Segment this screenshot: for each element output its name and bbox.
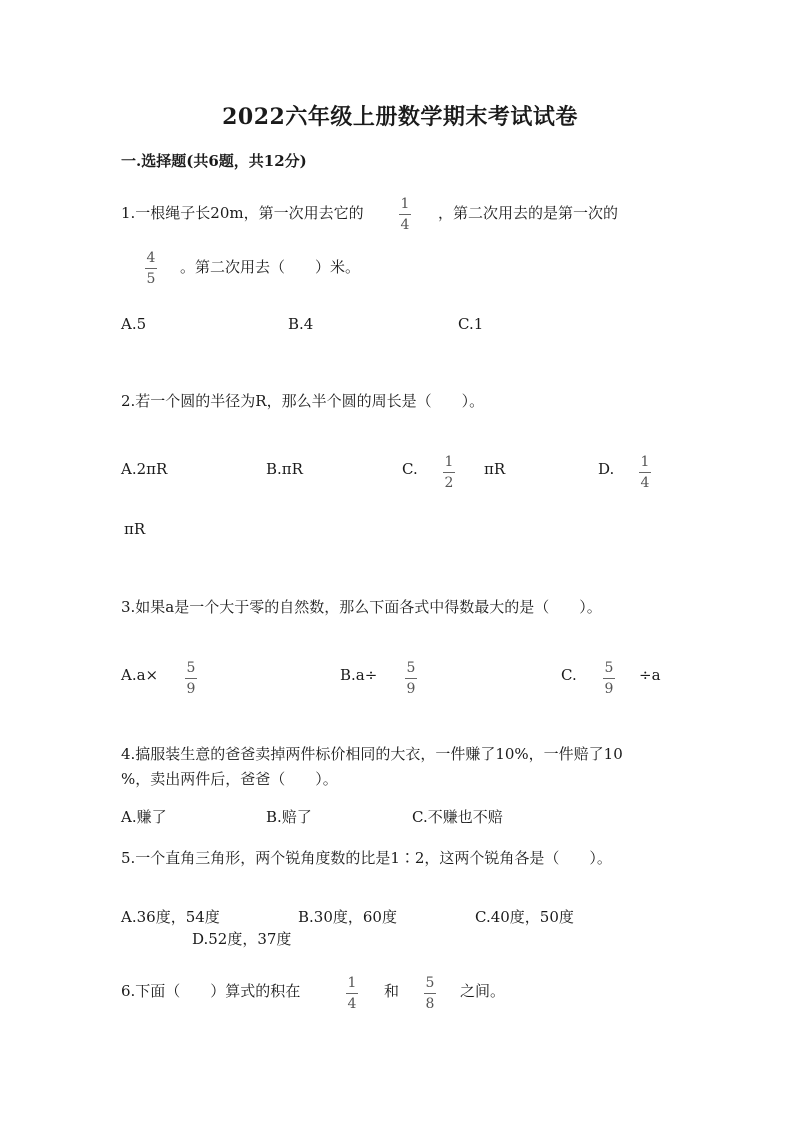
fraction-denominator: 4 bbox=[347, 996, 357, 1012]
question-6-text-c: 之间。 bbox=[460, 982, 506, 1000]
fraction-numerator: 4 bbox=[146, 250, 156, 266]
fraction-denominator: 5 bbox=[146, 271, 156, 287]
question-6-text-a: 6.下面（ ）算式的积在 bbox=[121, 982, 301, 1000]
option-c[interactable]: C.1 bbox=[458, 315, 484, 333]
question-6-fraction-1 bbox=[346, 975, 358, 1012]
option-a-fraction bbox=[185, 660, 197, 697]
option-b[interactable]: B.πR bbox=[266, 460, 303, 478]
option-a[interactable]: A.5 bbox=[121, 315, 147, 333]
question-6-fraction-2 bbox=[424, 975, 436, 1012]
fraction-denominator: 4 bbox=[640, 475, 650, 491]
option-d[interactable]: D.52度，37度 bbox=[192, 930, 292, 948]
fraction-bar bbox=[603, 678, 615, 679]
question-5-text: 5.一个直角三角形，两个锐角度数的比是1∶2，这两个锐角各是（ ）。 bbox=[121, 849, 612, 867]
fraction-denominator: 9 bbox=[406, 681, 416, 697]
option-c[interactable]: C. bbox=[561, 666, 577, 684]
question-1-text-b: ，第二次用去的是第一次的 bbox=[438, 204, 619, 222]
fraction-bar bbox=[185, 678, 197, 679]
fraction-denominator: 8 bbox=[425, 996, 435, 1012]
option-c-fraction bbox=[603, 660, 615, 697]
option-d-fraction bbox=[639, 454, 651, 491]
option-c-suffix: πR bbox=[484, 460, 506, 478]
fraction-bar bbox=[405, 678, 417, 679]
option-c[interactable]: C.不赚也不赔 bbox=[412, 808, 503, 826]
question-4-line-1: 4.搞服装生意的爸爸卖掉两件标价相同的大衣，一件赚了10%，一件赔了10 bbox=[121, 745, 623, 763]
fraction-bar bbox=[443, 472, 455, 473]
question-1-text-a: 1.一根绳子长20m，第一次用去它的 bbox=[121, 204, 364, 222]
fraction-numerator: 5 bbox=[604, 660, 614, 676]
option-a[interactable]: A.2πR bbox=[121, 460, 168, 478]
option-c-fraction bbox=[443, 454, 455, 491]
fraction-denominator: 2 bbox=[444, 475, 454, 491]
page-title: 2022六年级上册数学期末考试试卷 bbox=[222, 104, 578, 130]
option-a[interactable]: A.赚了 bbox=[121, 808, 167, 826]
question-6-text-b: 和 bbox=[384, 982, 400, 1000]
question-4-line-2: %，卖出两件后，爸爸（ ）。 bbox=[121, 770, 338, 788]
fraction-numerator: 1 bbox=[400, 196, 410, 212]
fraction-denominator: 9 bbox=[186, 681, 196, 697]
fraction-numerator: 5 bbox=[425, 975, 435, 991]
fraction-bar bbox=[639, 472, 651, 473]
fraction-numerator: 5 bbox=[186, 660, 196, 676]
section-heading: 一.选择题(共6题，共12分) bbox=[121, 152, 307, 170]
question-3-text: 3.如果a是一个大于零的自然数，那么下面各式中得数最大的是（ ）。 bbox=[121, 598, 602, 616]
option-b[interactable]: B.a÷ bbox=[340, 666, 378, 684]
option-d[interactable]: D. bbox=[598, 460, 615, 478]
option-a[interactable]: A.36度，54度 bbox=[121, 908, 220, 926]
fraction-numerator: 1 bbox=[444, 454, 454, 470]
option-b[interactable]: B.30度，60度 bbox=[298, 908, 397, 926]
question-1-fraction-1 bbox=[399, 196, 411, 233]
fraction-bar bbox=[346, 993, 358, 994]
fraction-numerator: 1 bbox=[347, 975, 357, 991]
question-2-text: 2.若一个圆的半径为R，那么半个圆的周长是（ ）。 bbox=[121, 392, 485, 410]
question-1-fraction-2 bbox=[145, 250, 157, 287]
fraction-denominator: 9 bbox=[604, 681, 614, 697]
option-d-suffix: πR bbox=[124, 520, 146, 538]
option-c[interactable]: C.40度，50度 bbox=[475, 908, 574, 926]
fraction-bar bbox=[145, 268, 157, 269]
fraction-numerator: 1 bbox=[640, 454, 650, 470]
option-b[interactable]: B.赔了 bbox=[266, 808, 312, 826]
option-c[interactable]: C. bbox=[402, 460, 418, 478]
fraction-denominator: 4 bbox=[400, 217, 410, 233]
option-a[interactable]: A.a× bbox=[121, 666, 159, 684]
fraction-bar bbox=[424, 993, 436, 994]
fraction-bar bbox=[399, 214, 411, 215]
fraction-numerator: 5 bbox=[406, 660, 416, 676]
option-b[interactable]: B.4 bbox=[288, 315, 314, 333]
question-1-text-c: 。第二次用去（ ）米。 bbox=[180, 258, 361, 276]
option-b-fraction bbox=[405, 660, 417, 697]
option-c-suffix: ÷a bbox=[639, 666, 661, 684]
